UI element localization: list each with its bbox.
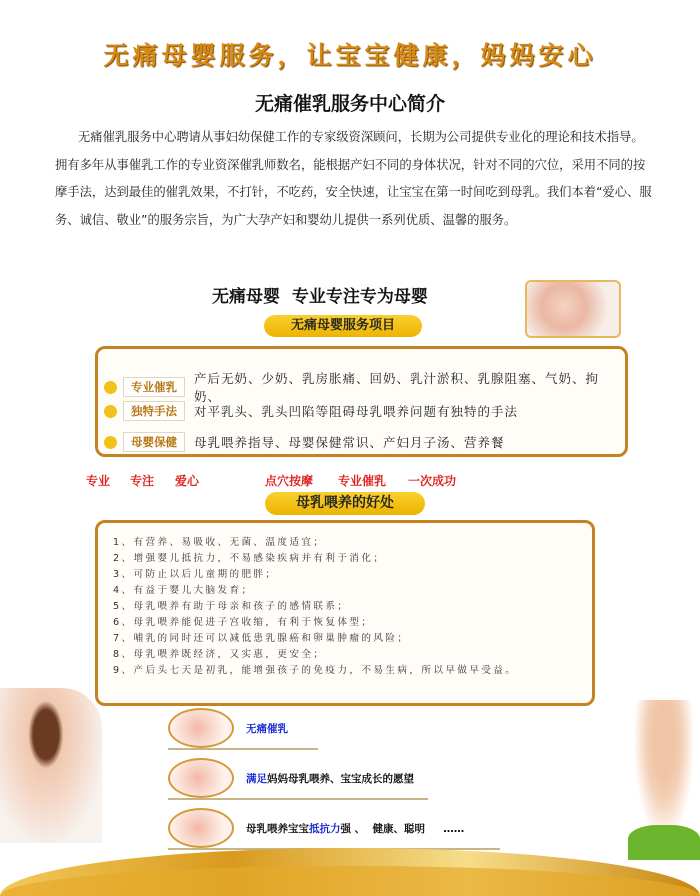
service-tag: 专业催乳 [123, 377, 185, 397]
mother-baby-photo [525, 280, 621, 338]
benefit-item: 5、母乳喂养有助于母亲和孩子的感情联系； [113, 601, 350, 612]
feature-highlight: 满足 [246, 772, 267, 785]
poster-title: 无痛母婴服务，让宝宝健康，妈妈安心 [103, 41, 597, 70]
benefit-item: 1、有营养、易吸收、无菌、温度适宜； [113, 537, 326, 548]
benefits-list [113, 535, 584, 679]
services-box [95, 346, 628, 457]
benefit-item: 3、可防止以后儿童期的肥胖； [113, 569, 278, 580]
benefit-item: 9、产后头七天是初乳，能增强孩子的免疫力，不易生病，所以早做早受益。 [113, 665, 518, 676]
feature-text: 母乳喂养宝宝 [246, 822, 309, 835]
feature-item [168, 758, 428, 800]
services-title: 无痛母婴服务项目 [264, 315, 422, 337]
red-slogan: 爱心 [175, 474, 200, 488]
red-slogan: 点穴按摩 [265, 474, 314, 488]
red-slogan: 专注 [130, 474, 155, 488]
bullet-icon [104, 436, 117, 449]
feature-text: 妈妈母乳喂养、宝宝成长的愿望 [267, 772, 414, 785]
intro-paragraph: 无痛催乳服务中心聘请从事妇幼保健工作的专家级资深顾问，长期为公司提供专业化的理论和技术指导。拥有多年从事催乳工作的专业资深催乳师数名，能根据产妇不同的身体状况，针对不同的穴位，采用不同的按摩手法，达到最佳的催乳效果，不打针，不吃药，安全快速，让宝宝在第一时间吃到母乳。我们本着“爱心、服务、诚信、敬业”的服务宗旨，为广大孕产妇和婴幼儿提供一系列优质、温馨的服务。 [55, 130, 652, 227]
feature-text: 无痛催乳 [246, 722, 288, 735]
benefit-item: 2、增强婴儿抵抗力，不易感染疾病并有利于消化； [113, 553, 386, 564]
grass-decoration [628, 825, 700, 860]
feature-thumbnail [168, 758, 234, 798]
service-text: 产后无奶、少奶、乳房胀痛、回奶、乳汁淤积、乳腺阻塞、气奶、拘奶、 [194, 371, 600, 404]
bullet-icon [104, 381, 117, 394]
service-text: 对平乳头、乳头凹陷等阻碍母乳喂养问题有独特的手法 [194, 404, 519, 419]
service-row [104, 369, 619, 405]
feature-text: 强 、 健康、聪明 …… [340, 822, 465, 835]
feature-highlight: 抵抗力 [309, 822, 341, 835]
service-tag: 母婴保健 [123, 432, 185, 452]
service-row [104, 432, 619, 452]
slogan: 无痛母婴 专业专注专为母婴 [212, 287, 428, 307]
bullet-icon [104, 405, 117, 418]
red-slogan: 专业 [86, 474, 111, 488]
benefits-box [95, 520, 595, 706]
feature-item [168, 808, 500, 850]
service-text: 母乳喂养指导、母婴保健常识、产妇月子汤、营养餐 [194, 435, 505, 450]
red-slogan: 专业催乳 [338, 474, 387, 488]
mother-photo [0, 688, 102, 843]
service-tag: 独特手法 [123, 401, 185, 421]
benefit-item: 4、有益于婴儿大脑发育； [113, 585, 254, 596]
feature-thumbnail [168, 708, 234, 748]
service-row [104, 401, 619, 421]
benefits-title: 母乳喂养的好处 [265, 492, 425, 515]
benefit-item: 6、母乳喂养能促进子宫收缩，有利于恢复体型； [113, 617, 374, 628]
benefit-item: 8、母乳喂养既经济，又实惠，更安全； [113, 649, 326, 660]
feature-item [168, 708, 318, 750]
red-slogan: 一次成功 [408, 474, 457, 488]
section-title: 无痛催乳服务中心简介 [254, 93, 445, 115]
benefit-item: 7、哺乳的同时还可以减低患乳腺癌和卵巢肿瘤的风险； [113, 633, 410, 644]
feature-thumbnail [168, 808, 234, 848]
